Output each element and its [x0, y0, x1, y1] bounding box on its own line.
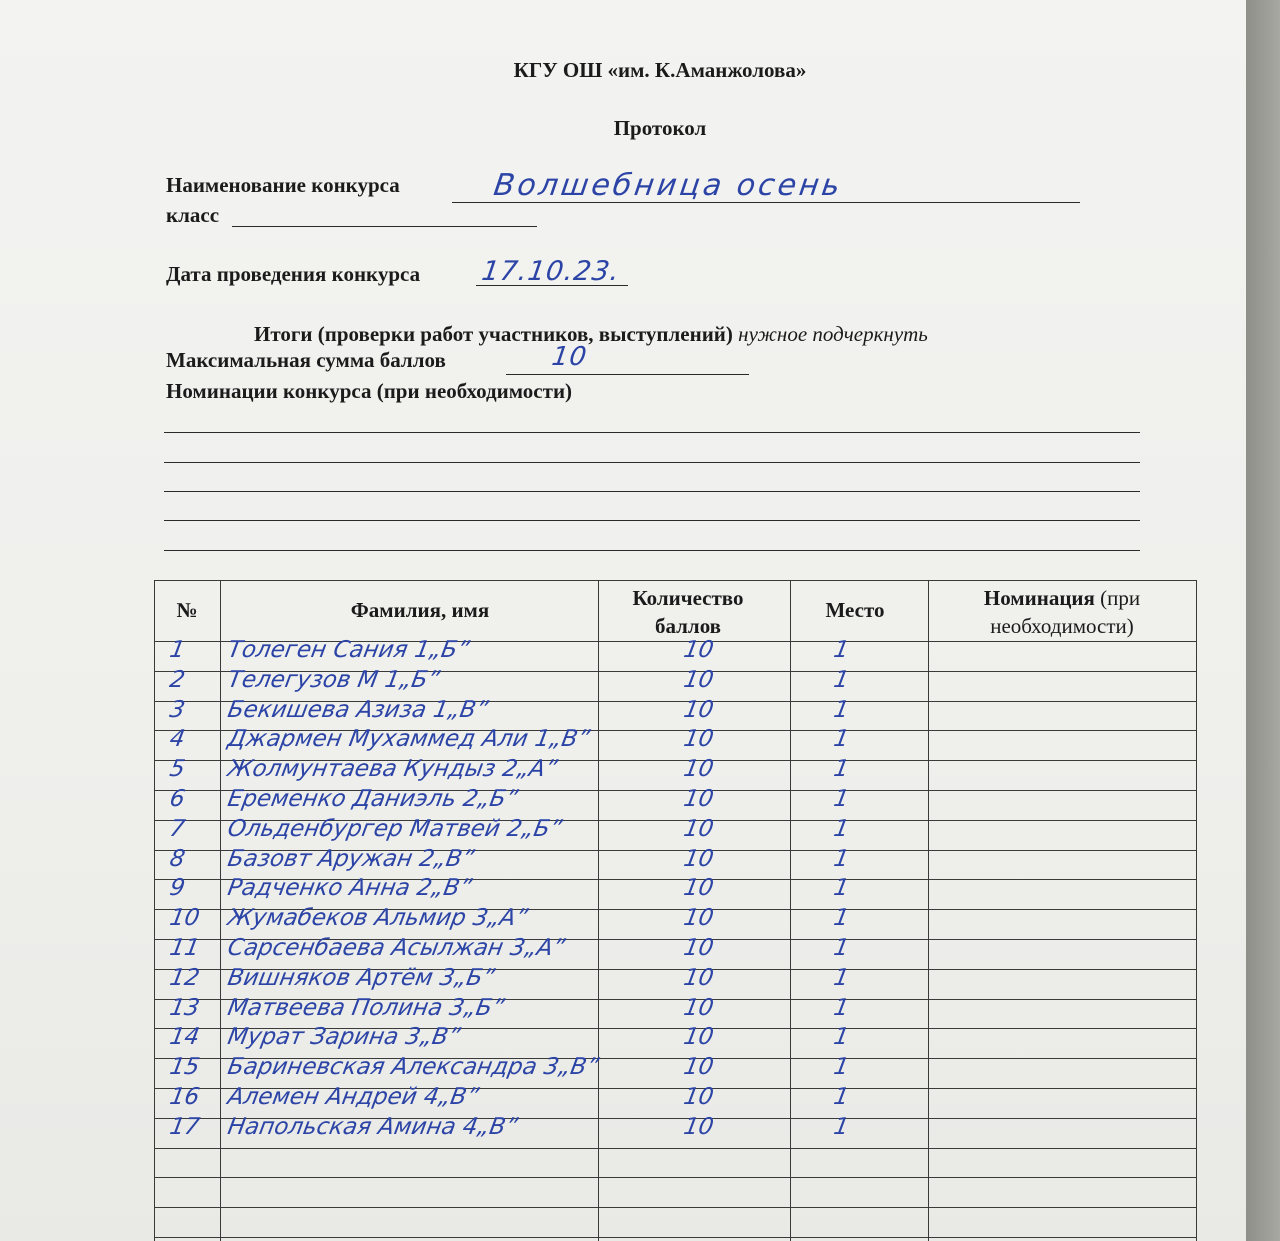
header-score [598, 584, 778, 640]
participant-name: Жолмунтаева Кундыз 2„А” [225, 756, 560, 783]
score-value: 10 [681, 994, 716, 1021]
contest-label: Наименование конкурса [166, 173, 400, 197]
table-row-line [154, 580, 1196, 581]
school-name: КГУ ОШ «им. К.Аманжолова» [513, 58, 807, 82]
header-score-line-1: Количество [632, 586, 744, 610]
row-number: 1 [167, 637, 187, 663]
max-score-value: 10 [549, 342, 590, 372]
place-value: 1 [831, 637, 851, 663]
score-value: 10 [681, 1024, 716, 1051]
score-value: 10 [681, 1084, 716, 1110]
header-name: Фамилия, имя [350, 598, 490, 622]
row-number: 11 [167, 935, 202, 961]
row-number: 8 [167, 845, 187, 872]
place-value: 1 [831, 666, 851, 693]
table-column-line [220, 580, 221, 1241]
score-value: 10 [681, 786, 716, 812]
place-value: 1 [831, 1024, 851, 1051]
table-column-line [790, 580, 791, 1241]
place-value: 1 [831, 726, 851, 753]
header-nomination-rest: (при [1100, 586, 1141, 610]
place-value: 1 [831, 845, 851, 872]
place-value: 1 [831, 1054, 851, 1081]
row-number: 7 [167, 815, 187, 842]
place-value: 1 [831, 786, 851, 812]
place-value: 1 [831, 696, 851, 723]
participant-name: Бариневская Александра 3„В” [225, 1054, 601, 1081]
participant-name: Бекишева Азиза 1„В” [225, 696, 491, 723]
header-nomination [928, 584, 1196, 640]
results-label: Итоги (проверки работ участников, выступлений) [254, 322, 733, 346]
place-value: 1 [831, 875, 851, 902]
background-edge [1246, 0, 1280, 1241]
row-number: 3 [167, 696, 187, 723]
score-value: 10 [681, 964, 716, 991]
class-underline [232, 226, 537, 227]
score-value: 10 [681, 875, 716, 902]
row-number: 15 [167, 1054, 202, 1081]
table-row-line [154, 1207, 1196, 1208]
score-value: 10 [681, 815, 716, 842]
row-number: 2 [167, 666, 187, 693]
score-value: 10 [681, 637, 716, 663]
results-line [254, 322, 928, 347]
score-value: 10 [681, 845, 716, 872]
header-nomination-line-2: необходимости) [990, 614, 1134, 638]
nominations-label: Номинации конкурса (при необходимости) [166, 379, 573, 403]
date-value: 17.10.23. [479, 256, 623, 287]
row-number: 6 [167, 786, 187, 812]
nominations-line-5 [164, 550, 1140, 551]
row-number: 9 [167, 875, 187, 902]
place-value: 1 [831, 815, 851, 842]
score-value: 10 [681, 935, 716, 961]
class-label: класс [166, 203, 220, 227]
participant-name: Базовт Аружан 2„В” [225, 845, 477, 872]
participant-name: Мурат Зарина 3„В” [225, 1024, 463, 1051]
nominations-line-1 [164, 432, 1140, 433]
participant-name: Алемен Андрей 4„В” [225, 1084, 481, 1110]
score-value: 10 [681, 756, 716, 783]
place-value: 1 [831, 1084, 851, 1110]
header-number: № [176, 598, 198, 622]
table-column-line [154, 580, 155, 1241]
row-number: 13 [167, 994, 202, 1021]
score-value: 10 [681, 905, 716, 932]
table-row-line [154, 1237, 1196, 1238]
table-column-line [928, 580, 929, 1241]
score-value: 10 [681, 696, 716, 723]
participant-name: Толеген Сания 1„Б” [225, 637, 472, 663]
max-score-underline [506, 374, 749, 375]
table-column-line [598, 580, 599, 1241]
row-number: 12 [167, 964, 202, 991]
contest-value: Волшебница осень [491, 168, 846, 203]
place-value: 1 [831, 964, 851, 991]
participant-name: Напольская Амина 4„В” [225, 1113, 520, 1140]
participant-name: Вишняков Артём 3„Б” [225, 964, 497, 991]
participant-name: Еременко Даниэль 2„Б” [225, 786, 520, 812]
header-score-line-2: баллов [654, 614, 722, 638]
table-column-line [1196, 580, 1197, 1241]
score-value: 10 [681, 666, 716, 693]
place-value: 1 [831, 994, 851, 1021]
score-value: 10 [681, 1113, 716, 1140]
participant-name: Матвеева Полина 3„Б” [225, 994, 507, 1021]
participant-name: Радченко Анна 2„В” [225, 875, 474, 902]
nominations-line-2 [164, 462, 1140, 463]
date-label: Дата проведения конкурса [166, 262, 421, 286]
participant-name: Телегузов М 1„Б” [225, 666, 442, 693]
place-value: 1 [831, 756, 851, 783]
document-title: Протокол [613, 116, 707, 140]
table-row-line [154, 1177, 1196, 1178]
row-number: 5 [167, 756, 187, 783]
participant-name: Сарсенбаева Асылжан 3„А” [225, 935, 567, 961]
row-number: 10 [167, 905, 202, 932]
nominations-line-4 [164, 520, 1140, 521]
nominations-line-3 [164, 491, 1140, 492]
place-value: 1 [831, 1113, 851, 1140]
row-number: 16 [167, 1084, 202, 1110]
header-place: Место [825, 598, 885, 622]
results-table [154, 580, 1196, 1241]
max-score-label: Максимальная сумма баллов [166, 348, 446, 372]
participant-name: Джармен Мухаммед Али 1„В” [225, 726, 592, 753]
header-nomination-word: Номинация [983, 586, 1095, 610]
row-number: 17 [167, 1113, 202, 1140]
score-value: 10 [681, 1054, 716, 1081]
table-row-line [154, 1148, 1196, 1149]
results-note: нужное подчеркнуть [738, 322, 928, 346]
place-value: 1 [831, 935, 851, 961]
participant-name: Ольденбургер Матвей 2„Б” [225, 815, 564, 842]
row-number: 14 [167, 1024, 202, 1051]
row-number: 4 [167, 726, 187, 753]
participant-name: Жумабеков Альмир 3„А” [225, 905, 530, 932]
score-value: 10 [681, 726, 716, 753]
place-value: 1 [831, 905, 851, 932]
